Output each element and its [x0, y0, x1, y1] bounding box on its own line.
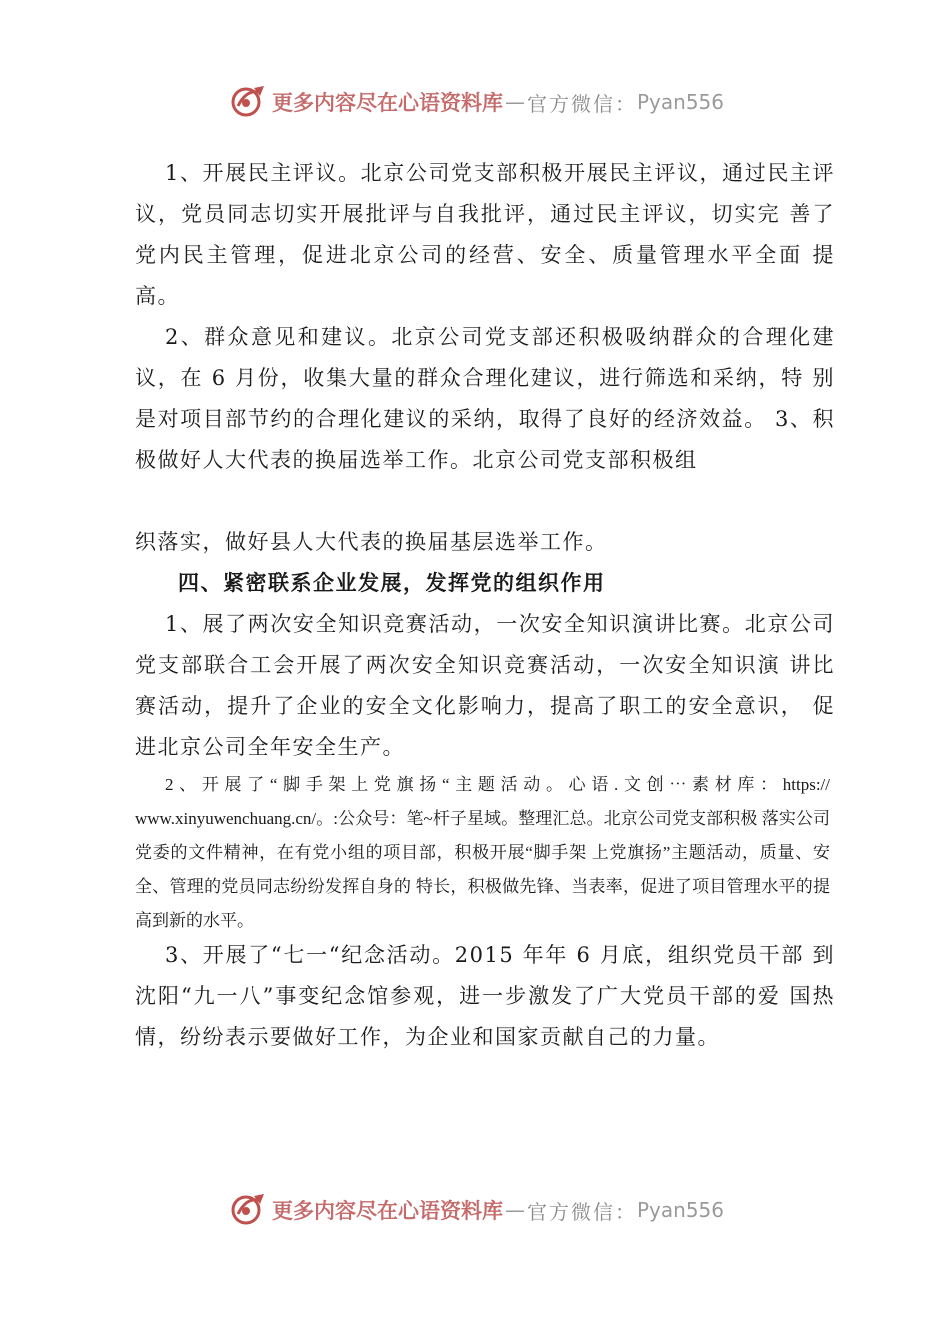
paragraph-scaffold-activity	[135, 768, 830, 938]
paragraph-text: 2、开展了“脚手架上党旗扬“主题活动。心语.文创⋯素材库：https:// www.xinyuwenchuang.cn/。:公众号：笔~杆子星域。整理汇总。北京公司党支部积极 落实公司党委的文件精神，在有党小组的项目部，积极开展“脚手架 上党旗扬”主题活动，质量、安全、管理的党员同志纷纷发挥自身的 特长，积极做先锋、当表率，促进了项目管理水平的提高到新的水平。	[135, 775, 830, 930]
paragraph-text: 织落实，做好县人大代表的换届基层选举工作。	[135, 530, 608, 554]
paragraph-safety-contest	[135, 604, 835, 768]
paragraph-election-continued	[135, 522, 835, 563]
banner-wechat-id: Pyan556	[637, 90, 725, 114]
banner-title: 更多内容尽在心语资料库	[272, 90, 503, 115]
banner-dash: —	[505, 90, 525, 114]
paragraph-mass-suggestions	[135, 317, 835, 481]
banner-wechat-id: Pyan556	[637, 1198, 725, 1222]
paragraph-text: 1、开展民主评议。北京公司党支部积极开展民主评议，通过民主评议，党员同志切实开展批评与自我批评，通过民主评议，切实完 善了党内民主管理，促进北京公司的经营、安全、质量管理水平全面 提高。	[135, 161, 835, 308]
header-banner	[228, 82, 724, 122]
paragraph-text: 1、展了两次安全知识竞赛活动，一次安全知识演讲比赛。北京公司党支部联合工会开展了两次安全知识竞赛活动，一次安全知识演 讲比赛活动，提升了企业的安全文化影响力，提高了职工的安全意识， 促进北京公司全年安全生产。	[135, 612, 835, 759]
banner-title: 更多内容尽在心语资料库	[272, 1198, 503, 1223]
paragraph-text: 3、开展了“七一“纪念活动。2015 年年 6 月底，组织党员干部 到沈阳“九一八”事变纪念馆参观，进一步激发了广大党员干部的爱 国热情，纷纷表示要做好工作，为企业和国家贡献自己的力量。	[135, 943, 835, 1049]
logo-icon	[228, 82, 268, 122]
banner-wechat-label: 官方微信：	[527, 91, 637, 116]
banner-dash: —	[505, 1198, 525, 1222]
paragraph-democratic-review	[135, 153, 835, 317]
section-heading: 四、紧密联系企业发展，发挥党的组织作用	[178, 571, 606, 595]
logo-icon	[228, 1190, 268, 1230]
footer-banner	[228, 1190, 724, 1230]
paragraph-text: 2、群众意见和建议。北京公司党支部还积极吸纳群众的合理化建议，在 6 月份，收集大量的群众合理化建议，进行筛选和采纳，特 别是对项目部节约的合理化建议的采纳，取得了良好的经济效益。 3、积极做好人大代表的换届选举工作。北京公司党支部积极组	[135, 325, 835, 472]
banner-wechat-label: 官方微信：	[527, 1199, 637, 1224]
paragraph-july-first	[135, 935, 835, 1058]
